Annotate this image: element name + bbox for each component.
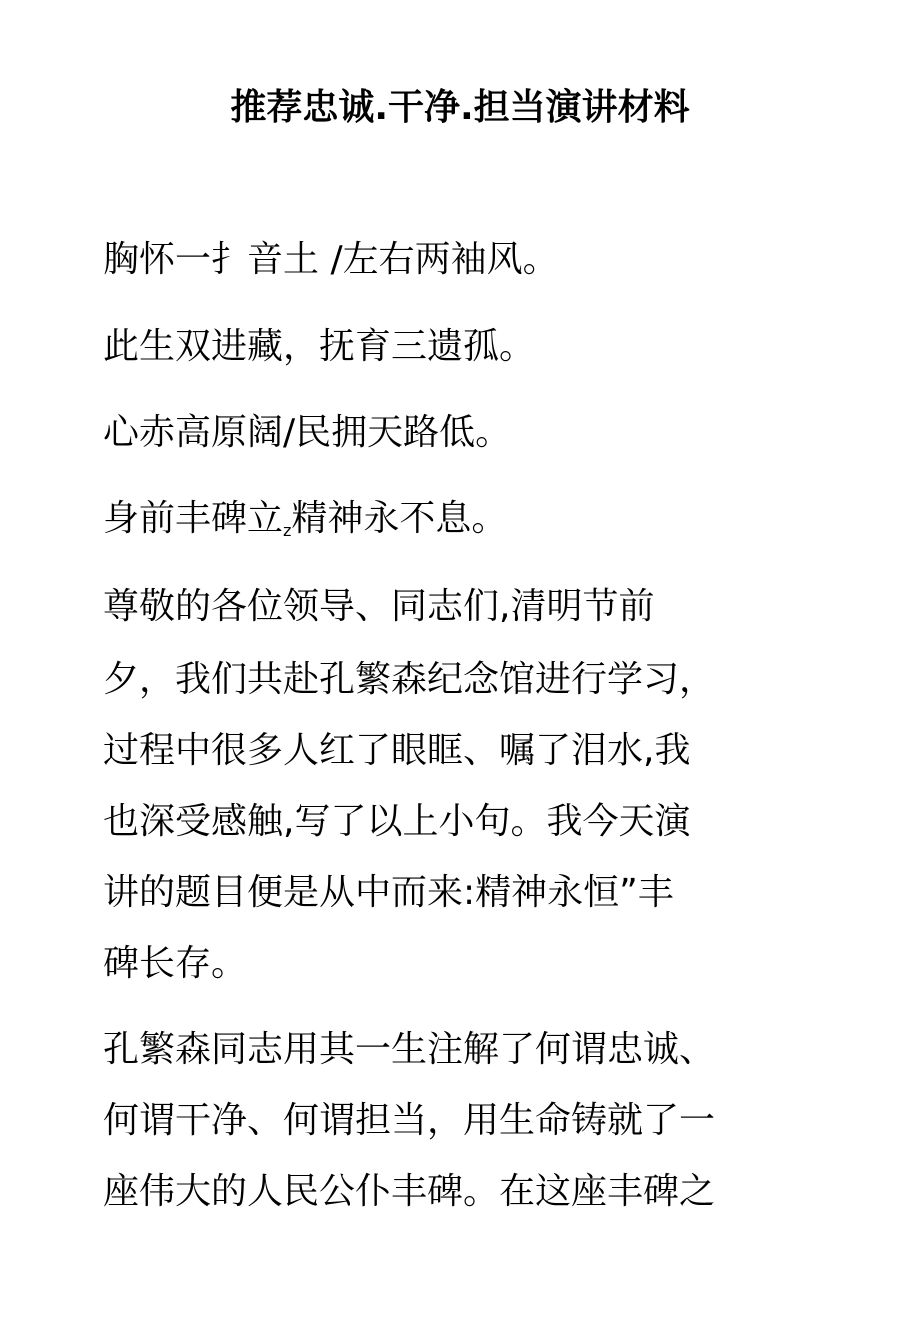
paragraph-1-line-4: 也深受感触,写了以上小句。我今天演 bbox=[103, 801, 691, 842]
paragraph-2-line-2: 何谓干净、何谓担当，用生命铸就了一 bbox=[103, 1100, 716, 1141]
paragraph-1-line-3: 过程中很多人红了眼眶、嘱了泪水,我 bbox=[103, 730, 691, 771]
poem-line-4 bbox=[103, 497, 507, 553]
poem-line-3: 心赤高原阔/民拥天路低。 bbox=[103, 412, 512, 453]
poem-line-2: 此生双进藏，抚育三遗孤。 bbox=[103, 326, 536, 367]
poem-line-4-part-b: 精神永不息。 bbox=[291, 498, 508, 539]
paragraph-2-line-1: 孔繁森同志用其一生注解了何谓忠诚、 bbox=[103, 1029, 716, 1070]
poem-line-1: 胸怀一扌音土 /左右两袖风。 bbox=[103, 239, 559, 280]
paragraph-1-line-5: 讲的题目便是从中而来:精神永恒”丰 bbox=[103, 872, 674, 913]
paragraph-2-line-3: 座伟大的人民公仆丰碑。在这座丰碑之 bbox=[103, 1171, 716, 1212]
paragraph-1-line-6: 碑长存。 bbox=[103, 943, 248, 984]
document-title: 推荐忠诚.干净.担当演讲材料 bbox=[230, 87, 690, 128]
poem-line-4-subscript: z bbox=[283, 521, 292, 540]
paragraph-1-line-2: 夕，我们共赴孔繁森纪念馆进行学习， bbox=[103, 659, 716, 700]
poem-line-4-part-a: 身前丰碑立 bbox=[103, 498, 284, 539]
paragraph-1-line-1: 尊敬的各位领导、同志们,清明节前 bbox=[103, 586, 655, 627]
